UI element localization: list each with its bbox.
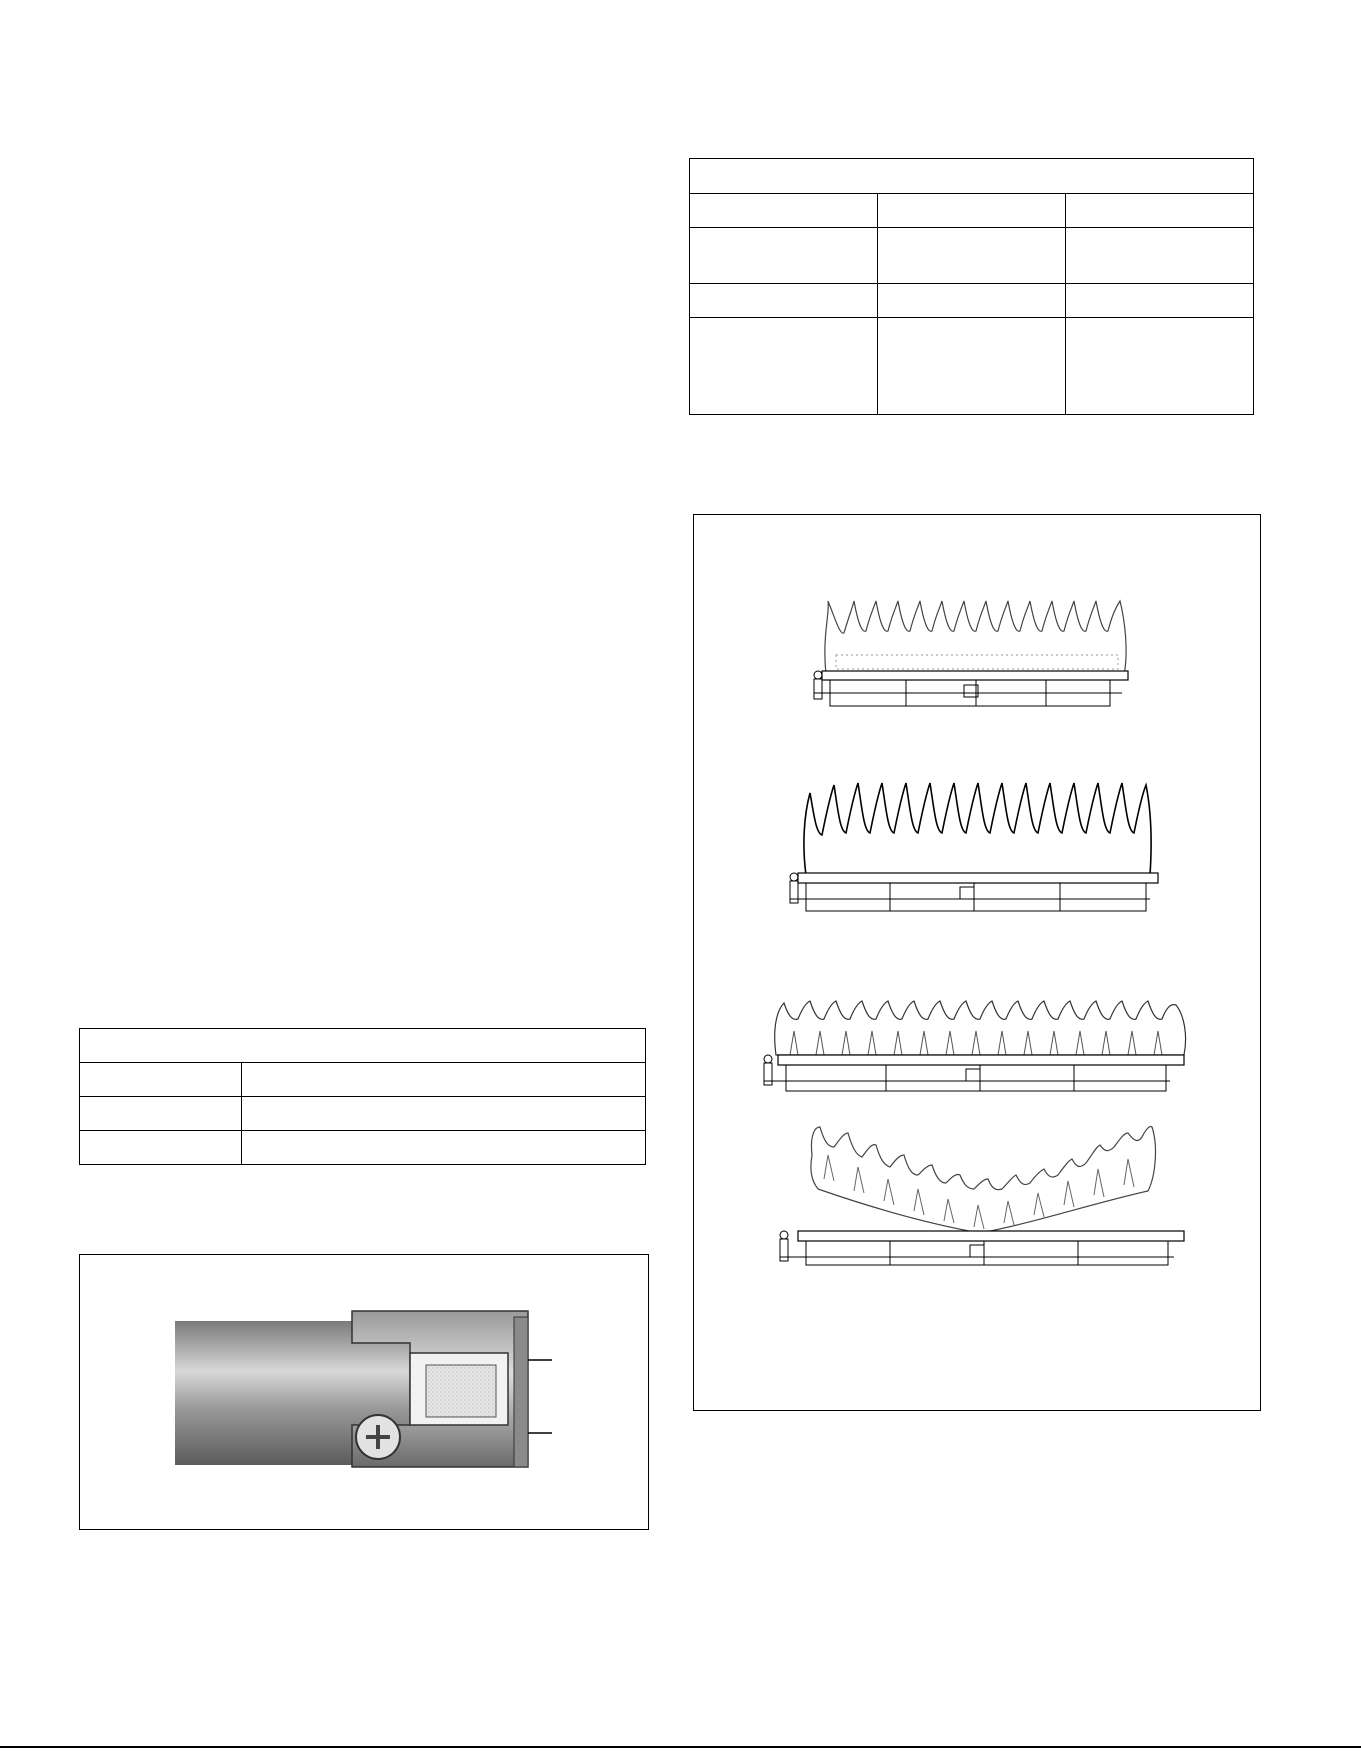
table-top-right	[689, 158, 1254, 415]
flame-pattern-figure	[693, 514, 1261, 1411]
footer-rule	[0, 1746, 1361, 1748]
table-cell	[242, 1131, 646, 1165]
table-cell	[242, 1097, 646, 1131]
burner-flame-pattern-4-icon	[780, 1126, 1184, 1265]
table-header	[80, 1029, 646, 1063]
table-cell	[878, 284, 1066, 318]
table-cell	[1066, 284, 1254, 318]
burner-flame-pattern-3-icon	[764, 1001, 1186, 1091]
table-cell	[690, 318, 878, 415]
table-header	[690, 159, 1254, 194]
table-cell	[1066, 228, 1254, 284]
table-cell	[878, 228, 1066, 284]
burner-tube-air-shutter-icon	[80, 1255, 648, 1529]
table-cell	[1066, 318, 1254, 415]
table-cell	[80, 1131, 242, 1165]
table-cell	[80, 1097, 242, 1131]
burner-tube-figure	[79, 1254, 649, 1530]
table-cell	[80, 1063, 242, 1097]
table-cell	[1066, 194, 1254, 228]
table-cell	[878, 194, 1066, 228]
table-cell	[242, 1063, 646, 1097]
table-cell	[878, 318, 1066, 415]
flame-diagrams	[694, 515, 1260, 1410]
burner-flame-pattern-2-icon	[790, 783, 1158, 911]
table-cell	[690, 194, 878, 228]
table-bottom-left	[79, 1028, 646, 1165]
burner-flame-pattern-1-icon	[814, 601, 1128, 706]
table-cell	[690, 284, 878, 318]
table-cell	[690, 228, 878, 284]
